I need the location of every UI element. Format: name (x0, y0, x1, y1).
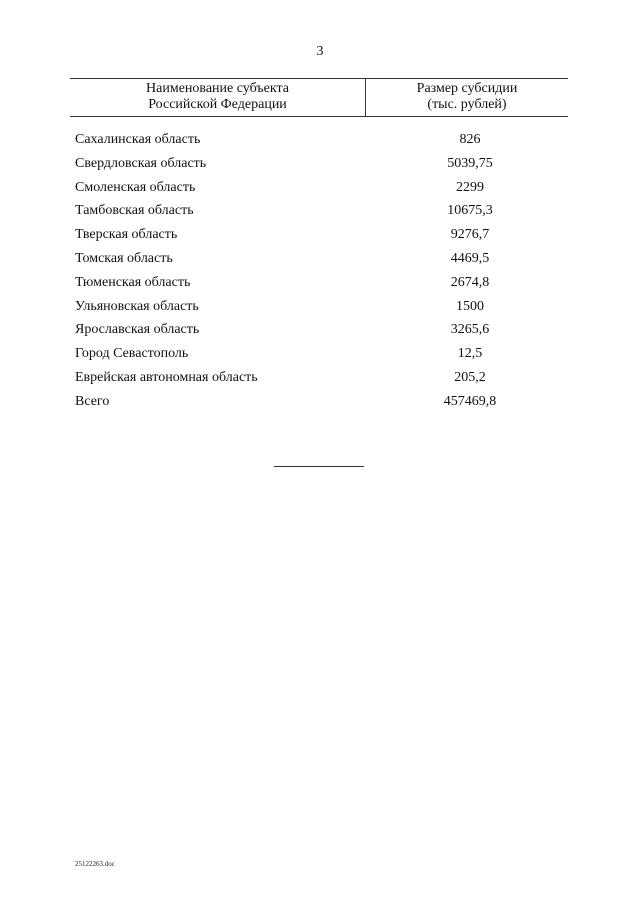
region-name: Сахалинская область (75, 132, 201, 147)
total-amount: 457469,8 (443, 393, 497, 409)
subsidy-amount: 3265,6 (450, 322, 490, 338)
region-name: Еврейская автономная область (75, 369, 258, 385)
subsidy-amount: 4469,5 (450, 250, 490, 266)
table-row (75, 202, 568, 226)
region-name: Свердловская область (75, 155, 207, 171)
table-header (70, 78, 568, 117)
header-subject-line1: Наименование субъекта (146, 81, 289, 96)
table-row (75, 179, 568, 203)
footer-file-name: 25122263.doc (75, 860, 115, 868)
table-row (75, 345, 568, 369)
region-name: Тюменская область (75, 274, 191, 290)
region-name: Тверская область (75, 227, 178, 243)
region-name: Ярославская область (75, 322, 200, 338)
subsidy-amount: 1500 (456, 298, 484, 314)
total-label: Всего (75, 393, 110, 409)
header-subsidy-line1: Размер субсидии (416, 81, 518, 96)
table-row (75, 321, 568, 345)
table-row (75, 226, 568, 250)
page-number: 3 (316, 44, 324, 59)
subsidy-amount: 9276,7 (450, 227, 490, 243)
subsidy-amount: 2674,8 (450, 274, 490, 290)
table-row (75, 155, 568, 179)
table-row (75, 131, 568, 155)
table-row (75, 274, 568, 298)
subsidy-amount: 12,5 (457, 346, 483, 362)
region-name: Город Севастополь (75, 346, 189, 362)
end-of-table-rule (274, 466, 364, 467)
table-row (75, 298, 568, 322)
table-row (75, 250, 568, 274)
table-row (75, 369, 568, 393)
subsidy-amount: 5039,75 (447, 155, 493, 171)
subsidy-amount: 2299 (456, 179, 484, 195)
subsidy-amount: 826 (459, 132, 481, 147)
subsidy-amount: 10675,3 (447, 203, 493, 219)
region-name: Тамбовская область (75, 203, 194, 219)
header-subject-line2: Российской Федерации (148, 97, 287, 112)
subsidy-amount: 205,2 (454, 369, 486, 385)
region-name: Ульяновская область (75, 298, 199, 314)
region-name: Томская область (75, 250, 173, 266)
header-subsidy-column (366, 81, 568, 113)
table-body (75, 131, 568, 417)
region-name: Смоленская область (75, 179, 196, 195)
header-subject-column (70, 81, 365, 113)
header-subsidy-line2: (тыс. рублей) (427, 97, 507, 112)
total-row (75, 393, 568, 417)
